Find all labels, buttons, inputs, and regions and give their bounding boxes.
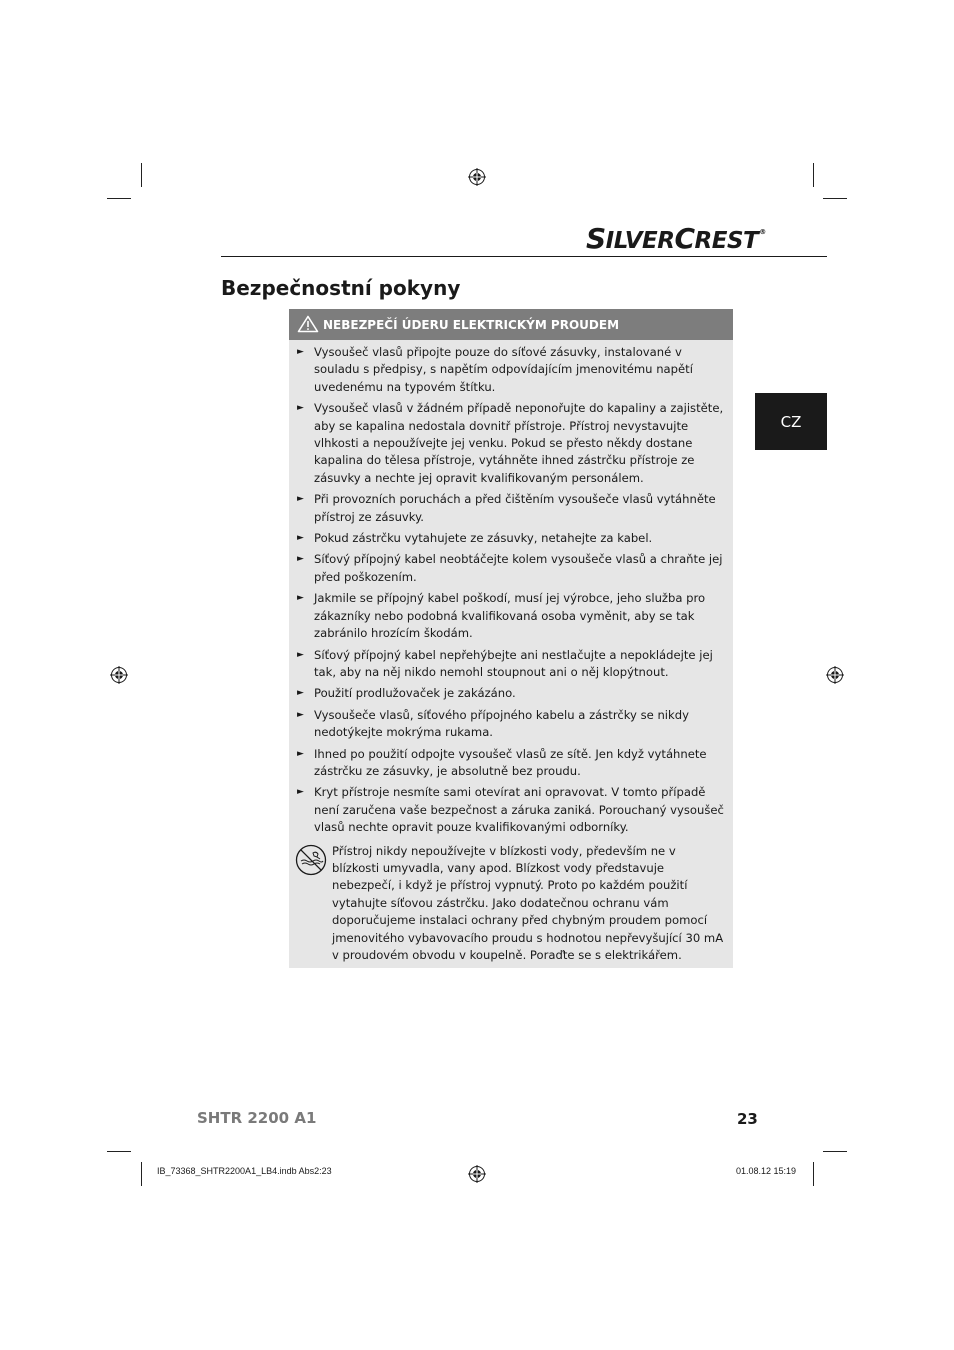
bullet-arrow-icon: ►: [297, 347, 304, 357]
water-note: [289, 841, 733, 965]
warning-list: [289, 340, 733, 837]
list-item: [296, 491, 727, 526]
bullet-arrow-icon: ►: [297, 709, 304, 720]
crop-mark: [141, 163, 142, 187]
warning-box: [289, 309, 733, 968]
language-tab-label: CZ: [780, 412, 802, 431]
list-item: [296, 784, 727, 836]
bullet-arrow-icon: ►: [297, 593, 304, 604]
crop-mark: [107, 198, 131, 199]
page-number: 23: [737, 1110, 758, 1128]
list-item: [296, 344, 727, 396]
crop-mark: [107, 1151, 131, 1152]
bullet-arrow-icon: ►: [297, 554, 304, 565]
list-item-text: Při provozních poruchách a před čištěním vysoušeče vlasů vytáhněte přístroj ze zásuvky.: [314, 492, 716, 524]
list-item: [296, 400, 727, 487]
list-item-text: Použití prodlužovaček je zakázáno.: [314, 686, 516, 701]
list-item-text: Kryt přístroje nesmíte sami otevírat ani opravovat. V tomto případě není zaručena vaše bezpečnost a záruka zaniká. Porouchaný vysoušeč vlasů nechte opravit pouze kvalifikovanými odborníky.: [314, 785, 724, 835]
brand-logo: SILVERCREST®: [586, 222, 766, 255]
list-item-text: Vysoušeče vlasů, síťového přípojného kabelu a zástrčky se nikdy nedotýkejte mokrýma rukama.: [314, 707, 689, 740]
list-item-text: Pokud zástrčku vytahujete ze zásuvky, netahejte za kabel.: [314, 531, 653, 546]
warning-triangle-icon: [297, 315, 319, 333]
warning-box-title: NEBEZPEČÍ ÚDERU ELEKTRICKÝM PROUDEM: [323, 317, 620, 332]
bullet-arrow-icon: ►: [297, 494, 304, 505]
list-item-text: Ihned po použití odpojte vysoušeč vlasů ze sítě. Jen když vytáhnete zástrčku ze zásuvky, je absolutně bez proudu.: [314, 746, 707, 778]
bullet-arrow-icon: ►: [297, 748, 304, 759]
list-item: [296, 746, 727, 781]
bullet-arrow-icon: ►: [297, 787, 304, 798]
water-note-text: Přístroj nikdy nepoužívejte v blízkosti vody, především ne v blízkosti umyvadla, vany apod. Blízkost vody představuje nebezpečí, i když je přístroj vypnutý. Proto po každém použití vytahujte síťovou zástrčku. Jako dodatečnou ochranu vám doporučujeme instalaci ochrany před chybným proudem pomocí jmenovitého vybavovacího proudu s hodnotou nepřevyšující 30 mA v proudovém obvodu v koupelně. Poraďte se s elektrikářem.: [332, 843, 724, 962]
list-item-text: Síťový přípojný kabel neobtáčejte kolem vysoušeče vlasů a chraňte jej před poškozením.: [314, 552, 723, 584]
no-water-icon: [295, 844, 327, 876]
list-item-text: Vysoušeč vlasů připojte pouze do síťové zásuvky, instalované v souladu s předpisy, s napětím odpovídajícím jmenovitému napětí uvedenému na typovém štítku.: [314, 345, 693, 394]
crop-mark: [823, 198, 847, 199]
crop-mark: [823, 1151, 847, 1152]
registration-mark-icon: [468, 1165, 486, 1183]
warning-box-header: [289, 309, 733, 340]
language-tab: [755, 393, 827, 450]
registration-mark-icon: [826, 666, 844, 684]
print-slug-timestamp: 01.08.12 15:19: [736, 1166, 797, 1176]
list-item: [296, 685, 727, 702]
list-item: [296, 590, 727, 642]
list-item: [296, 647, 727, 682]
registration-mark-icon: [468, 168, 486, 186]
list-item: [296, 551, 727, 586]
bullet-arrow-icon: ►: [297, 688, 304, 699]
page-title: Bezpečnostní pokyny: [221, 276, 461, 300]
list-item-text: Síťový přípojný kabel nepřehýbejte ani nestlačujte a nepokládejte jej tak, aby na něj nikdo nemohl stoupnout ani o něj klopýtnout.: [314, 647, 713, 679]
crop-mark: [813, 1162, 814, 1186]
print-slug-file: IB_73368_SHTR2200A1_LB4.indb Abs2:23: [157, 1166, 332, 1176]
bullet-arrow-icon: ►: [297, 403, 304, 414]
registration-mark-icon: [110, 666, 128, 684]
list-item-text: Vysoušeč vlasů v žádném případě neponořujte do kapaliny a zajistěte, aby se kapalina nedostala dovnitř přístroje. Přístroj nevystavujte vlhkosti a nepoužívejte jej venku. Pokud se přesto někdy dostane kapalina do tělesa přístroje, vytáhněte ihned zástrčku přístroje ze zásuvky a nechte jej opravit kvalifikovaným personálem.: [314, 401, 724, 485]
list-item-text: Jakmile se přípojný kabel poškodí, musí jej výrobce, jeho služba pro zákazníky nebo podobná kvalifikovaná osoba vyměnit, aby se tak zabránilo hrozícím škodám.: [314, 591, 706, 641]
bullet-arrow-icon: ►: [297, 649, 304, 660]
header-rule: [221, 256, 827, 257]
crop-mark: [813, 163, 814, 187]
bullet-arrow-icon: ►: [297, 533, 304, 544]
footer-model: SHTR 2200 A1: [197, 1109, 317, 1127]
crop-mark: [141, 1162, 142, 1186]
list-item: [296, 530, 727, 547]
list-item: [296, 707, 727, 742]
